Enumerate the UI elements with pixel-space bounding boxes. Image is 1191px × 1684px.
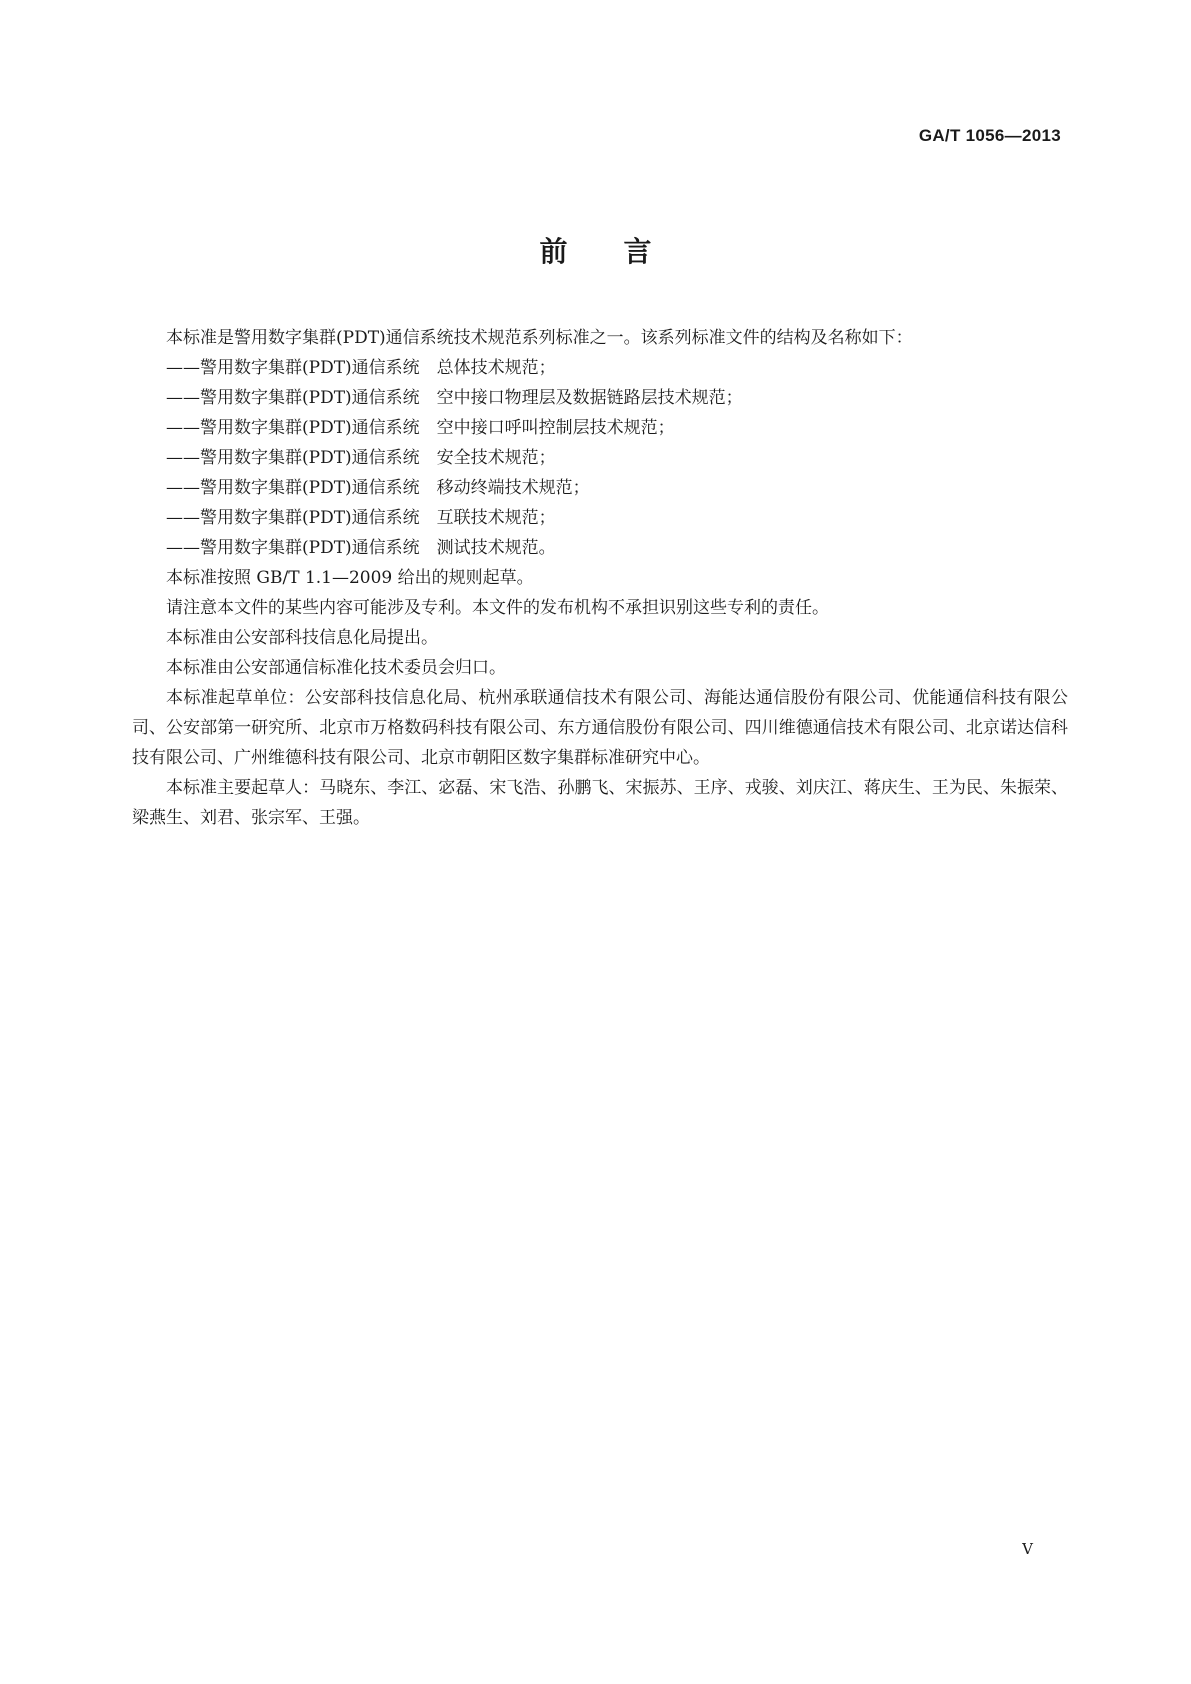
list-item: ——警用数字集群(PDT)通信系统 安全技术规范； [166, 448, 556, 468]
list-item: ——警用数字集群(PDT)通信系统 测试技术规范。 [166, 538, 556, 558]
page-number: V [1022, 1540, 1033, 1558]
drafters-paragraph: 本标准主要起草人：马晓东、李江、宓磊、宋飞浩、孙鹏飞、宋振苏、王序、戎骏、刘庆江、蒋庆生、王为民、朱振荣、梁燕生、刘君、张宗军、王强。 [132, 778, 1068, 828]
document-body [132, 323, 1068, 833]
centralized-by-paragraph: 本标准由公安部通信标准化技术委员会归口。 [166, 658, 506, 678]
intro-paragraph: 本标准是警用数字集群(PDT)通信系统技术规范系列标准之一。该系列标准文件的结构及名称如下： [166, 328, 913, 348]
page-title: 前言 [539, 235, 708, 268]
list-item: ——警用数字集群(PDT)通信系统 移动终端技术规范； [166, 478, 590, 498]
list-item: ——警用数字集群(PDT)通信系统 空中接口物理层及数据链路层技术规范； [166, 388, 743, 408]
list-item: ——警用数字集群(PDT)通信系统 总体技术规范； [166, 358, 556, 378]
proposer-paragraph: 本标准由公安部科技信息化局提出。 [166, 628, 438, 648]
drafting-rules-paragraph: 本标准按照 GB/T 1.1—2009 给出的规则起草。 [166, 568, 534, 588]
drafting-units-paragraph: 本标准起草单位：公安部科技信息化局、杭州承联通信技术有限公司、海能达通信股份有限公司、优能通信科技有限公司、公安部第一研究所、北京市万格数码科技有限公司、东方通信股份有限公司、四川维德通信技术有限公司、北京诺达信科技有限公司、广州维德科技有限公司、北京市朝阳区数字集群标准研究中心。 [132, 688, 1068, 768]
patent-notice-paragraph: 请注意本文件的某些内容可能涉及专利。本文件的发布机构不承担识别这些专利的责任。 [166, 598, 829, 618]
standard-code: GA/T 1056—2013 [918, 126, 1061, 145]
list-item: ——警用数字集群(PDT)通信系统 互联技术规范； [166, 508, 556, 528]
series-list [132, 353, 1068, 563]
list-item: ——警用数字集群(PDT)通信系统 空中接口呼叫控制层技术规范； [166, 418, 675, 438]
